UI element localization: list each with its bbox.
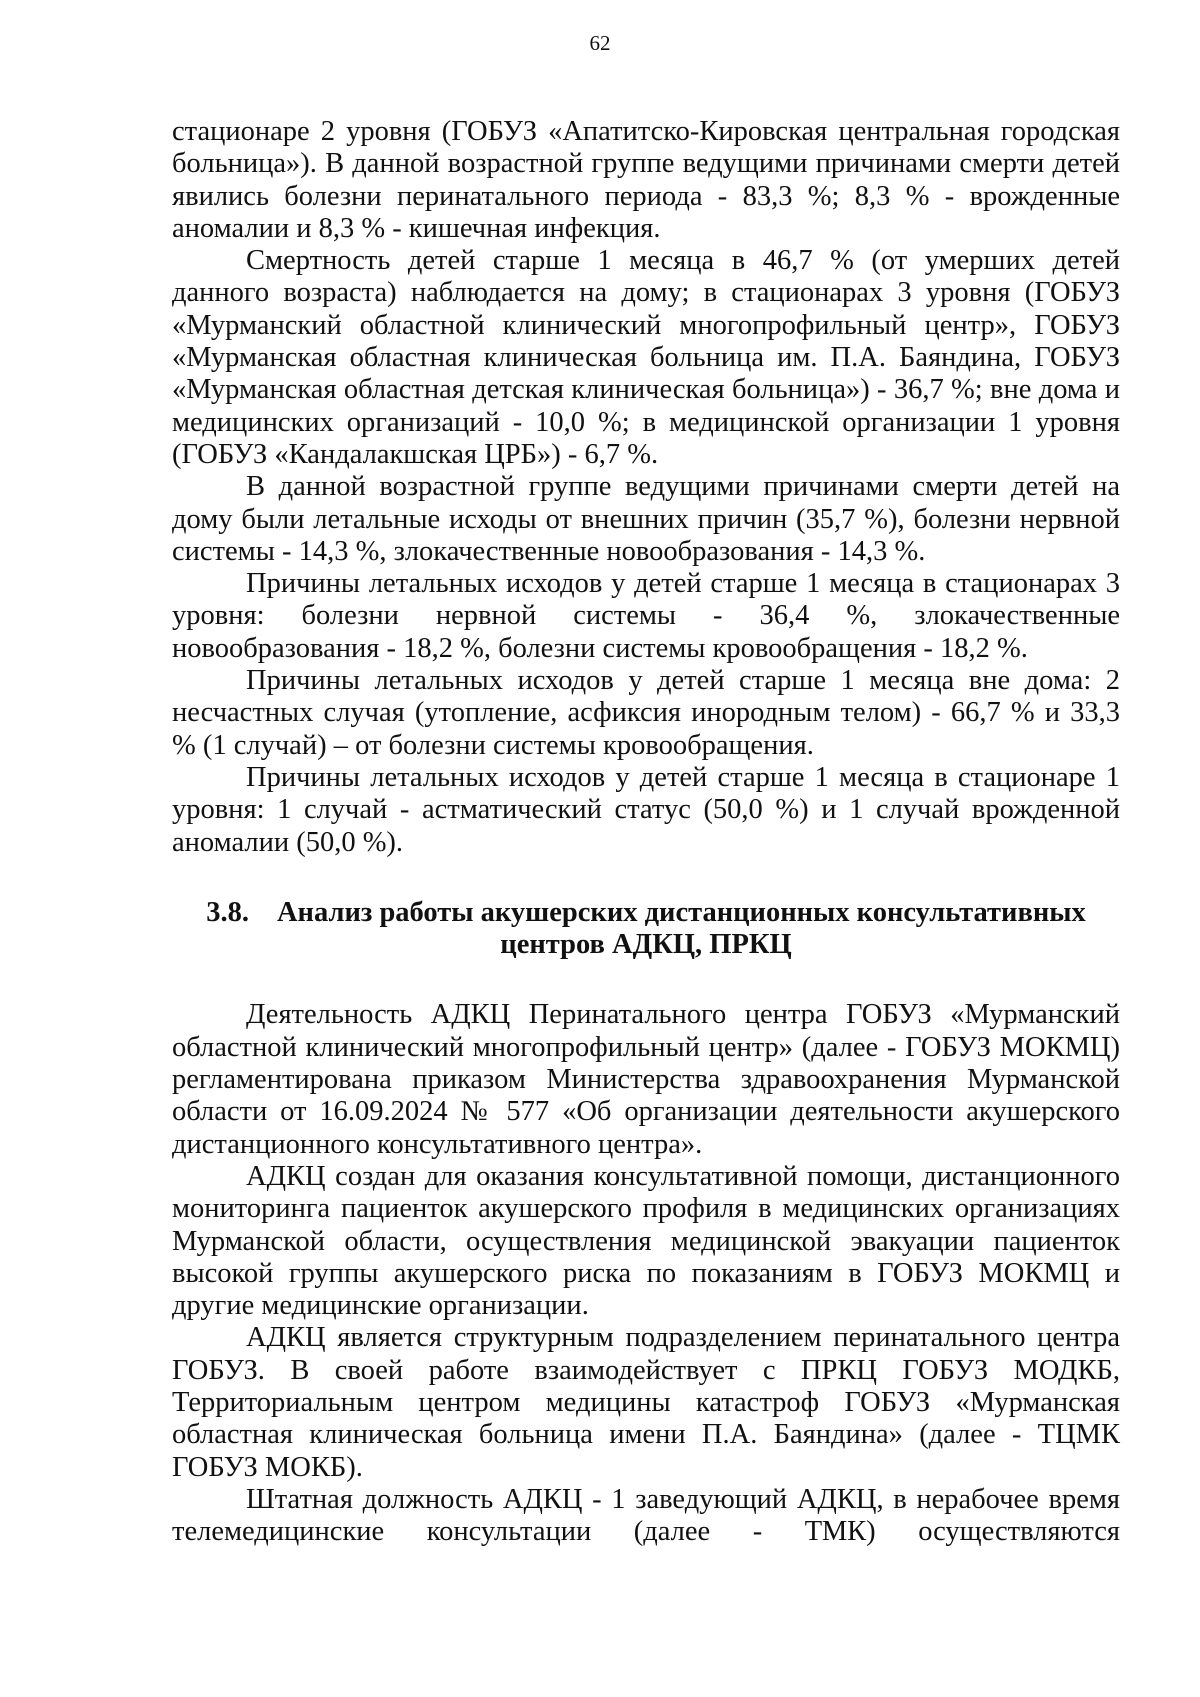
paragraph-8: АДКЦ создан для оказания консультативной помощи, дистанционного мониторинга пациенток акушерского профиля в медицинских организациях Мурманской области, осуществления медицинской эвакуации пациенток высокой группы акушерского риска по показаниям в ГОБУЗ МОКМЦ и другие медицинские организации. [172, 1160, 1120, 1322]
page-number: 62 [589, 31, 611, 55]
paragraph-2: Смертность детей старше 1 месяца в 46,7 % (от умерших детей данного возраста) наблюдается на дому; в стационарах 3 уровня (ГОБУЗ «Мурманский областной клинический многопрофильный центр», ГОБУЗ «Мурманская областная клиническая больница им. П.А. Баяндина, ГОБУЗ «Мурманская областная детская клиническая больница») - 36,7 %; вне дома и медицинских организаций - 10,0 %; в медицинской организации 1 уровня (ГОБУЗ «Кандалакшская ЦРБ») - 6,7 %. [172, 245, 1120, 470]
paragraph-4: Причины летальных исходов у детей старше 1 месяца в стационарах 3 уровня: болезни нервной системы - 36,4 %, злокачественные новообразования - 18,2 %, болезни системы кровообращения - 18,2 %. [172, 568, 1120, 664]
paragraph-5: Причины летальных исходов у детей старше 1 месяца вне дома: 2 несчастных случая (утопление, асфиксия инородным телом) - 66,7 % и 33,3 % (1 случай) – от болезни системы кровообращения. [172, 665, 1120, 761]
section-heading-line-1 [172, 897, 1120, 929]
document-body [172, 116, 1120, 1548]
paragraph-7: Деятельность АДКЦ Перинатального центра ГОБУЗ «Мурманский областной клинический многопрофильный центр» (далее - ГОБУЗ МОКМЦ) регламентирована приказом Министерства здравоохранения Мурманской области от 16.09.2024 № 577 «Об организации деятельности акушерского дистанционного консультативного центра». [172, 999, 1120, 1160]
paragraph-3: В данной возрастной группе ведущими причинами смерти детей на дому были летальные исходы от внешних причин (35,7 %), болезни нервной системы - 14,3 %, злокачественные новообразования - 14,3 %. [172, 471, 1120, 567]
section-heading [172, 897, 1120, 962]
paragraph-6: Причины летальных исходов у детей старше 1 месяца в стационаре 1 уровня: 1 случай - астматический статус (50,0 %) и 1 случай врожденной аномалии (50,0 %). [172, 761, 1120, 858]
paragraph-9: АДКЦ является структурным подразделением перинатального центра ГОБУЗ. В своей работе взаимодействует с ПРКЦ ГОБУЗ МОДКБ, Территориальным центром медицины катастроф ГОБУЗ «Мурманская областная клиническая больница имени П.А. Баяндина» (далее - ТЦМК ГОБУЗ МОКБ). [172, 1322, 1120, 1483]
section-title-part-1: Анализ работы акушерских дистанционных консультативных [276, 896, 1086, 928]
paragraph-1: стационаре 2 уровня (ГОБУЗ «Апатитско-Кировская центральная городская больница»). В данной возрастной группе ведущими причинами смерти детей явились болезни перинатального периода - 83,3 %; 8,3 % - врожденные аномалии и 8,3 % - кишечная инфекция. [172, 116, 1120, 244]
section-heading-line-2: центров АДКЦ, ПРКЦ [500, 929, 792, 961]
section-number: 3.8. [206, 896, 249, 928]
paragraph-10: Штатная должность АДКЦ - 1 заведующий АДКЦ, в нерабочее время телемедицинские консультации (далее - ТМК) осуществляются [172, 1483, 1120, 1548]
